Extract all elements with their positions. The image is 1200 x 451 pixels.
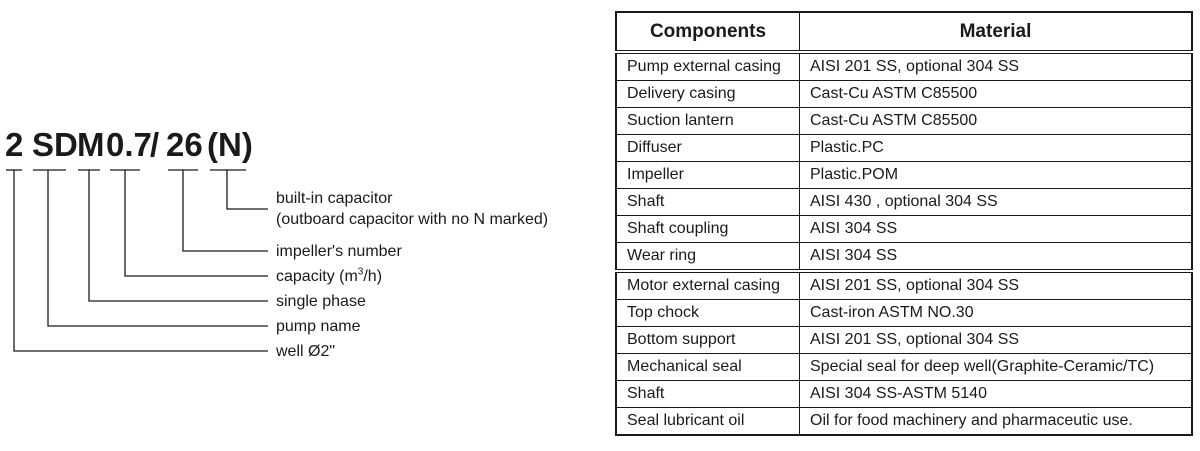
component-cell: Shaft coupling xyxy=(616,216,800,243)
table-row xyxy=(616,81,1192,108)
code-token-series: SD xyxy=(32,126,78,163)
material-cell: AISI 430 , optional 304 SS xyxy=(800,189,1193,216)
table-row xyxy=(616,408,1192,436)
leader-well xyxy=(14,170,268,351)
table-row xyxy=(616,189,1192,216)
table-row xyxy=(616,327,1192,354)
leader-impeller xyxy=(183,170,268,251)
legend-capacitor-line1: built-in capacitor xyxy=(276,190,393,207)
material-cell: Special seal for deep well(Graphite-Ceramic/TC) xyxy=(800,354,1193,381)
material-cell: AISI 304 SS xyxy=(800,243,1193,272)
legend-pump-name: pump name xyxy=(276,318,361,335)
table-row xyxy=(616,381,1192,408)
material-cell: Cast-Cu ASTM C85500 xyxy=(800,108,1193,135)
legend-impeller-number: impeller's number xyxy=(276,243,402,260)
leader-pump-name xyxy=(48,170,268,326)
table-row xyxy=(616,354,1192,381)
table-row xyxy=(616,243,1192,272)
header-components: Components xyxy=(616,12,800,52)
material-cell: Plastic.PC xyxy=(800,135,1193,162)
material-cell: AISI 201 SS, optional 304 SS xyxy=(800,327,1193,354)
material-cell: Oil for food machinery and pharmaceutic use. xyxy=(800,408,1193,436)
component-cell: Top chock xyxy=(616,300,800,327)
component-cell: Bottom support xyxy=(616,327,800,354)
leader-phase xyxy=(89,170,268,301)
leader-capacity xyxy=(125,170,268,276)
code-token-capacity: 0.7 xyxy=(106,126,152,163)
material-cell: Cast-Cu ASTM C85500 xyxy=(800,81,1193,108)
code-token-phase: M xyxy=(77,126,105,163)
component-cell: Pump external casing xyxy=(616,52,800,81)
code-token-size: 2 xyxy=(5,126,24,163)
component-cell: Wear ring xyxy=(616,243,800,272)
component-cell: Impeller xyxy=(616,162,800,189)
component-cell: Motor external casing xyxy=(616,271,800,300)
material-cell: Plastic.POM xyxy=(800,162,1193,189)
component-cell: Seal lubricant oil xyxy=(616,408,800,436)
component-cell: Delivery casing xyxy=(616,81,800,108)
legend-well-diameter: well Ø2" xyxy=(276,343,336,360)
material-cell: Cast-iron ASTM NO.30 xyxy=(800,300,1193,327)
component-cell: Shaft xyxy=(616,189,800,216)
code-token-capacitor: (N) xyxy=(207,126,253,163)
legend-capacitor-line2: (outboard capacitor with no N marked) xyxy=(276,211,549,228)
material-cell: AISI 304 SS xyxy=(800,216,1193,243)
material-cell: AISI 201 SS, optional 304 SS xyxy=(800,271,1193,300)
table-header-row xyxy=(616,12,1192,52)
table-row xyxy=(616,300,1192,327)
table-row xyxy=(616,52,1192,81)
materials-table xyxy=(615,11,1193,436)
component-cell: Diffuser xyxy=(616,135,800,162)
component-cell: Mechanical seal xyxy=(616,354,800,381)
table-row xyxy=(616,271,1192,300)
code-token-slash: / xyxy=(150,126,160,163)
component-cell: Suction lantern xyxy=(616,108,800,135)
material-cell: AISI 304 SS-ASTM 5140 xyxy=(800,381,1193,408)
table-row xyxy=(616,108,1192,135)
table-row xyxy=(616,162,1192,189)
table-row xyxy=(616,135,1192,162)
material-cell: AISI 201 SS, optional 304 SS xyxy=(800,52,1193,81)
code-token-impellers: 26 xyxy=(166,126,203,163)
materials-table-body xyxy=(616,52,1192,435)
legend-capacity: capacity $(m^3/h)$ xyxy=(276,266,383,285)
table-row xyxy=(616,216,1192,243)
component-cell: Shaft xyxy=(616,381,800,408)
leader-capacitor xyxy=(227,170,268,209)
header-material: Material xyxy=(800,12,1193,52)
legend-single-phase: single phase xyxy=(276,293,366,310)
